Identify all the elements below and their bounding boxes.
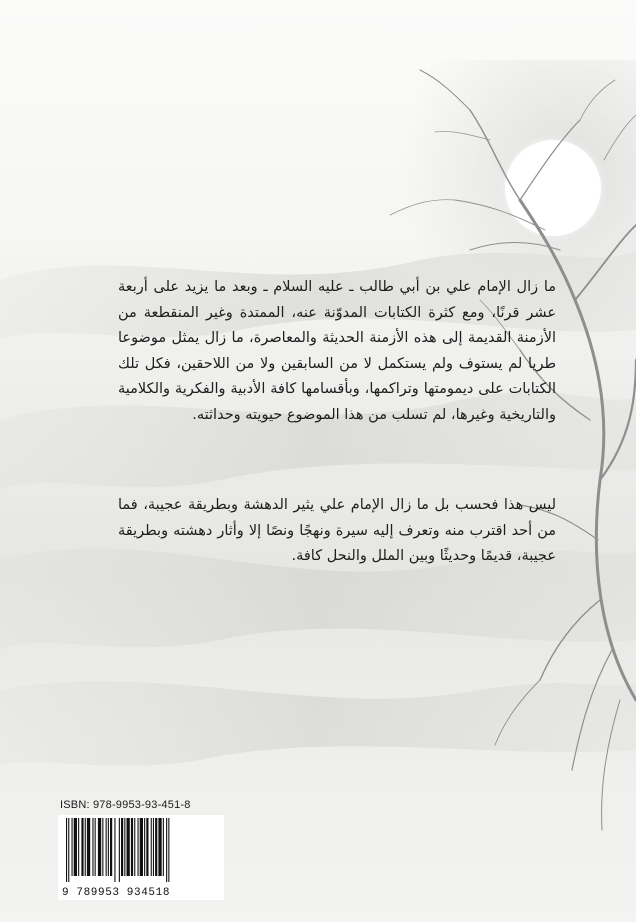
barcode-bar — [168, 818, 169, 882]
synopsis-paragraph-1 — [118, 275, 556, 429]
barcode-bar — [144, 818, 145, 876]
barcode-bar — [153, 818, 154, 876]
barcode-bar — [119, 818, 120, 882]
barcode-bar — [68, 818, 69, 882]
synopsis-text: ما زال الإمام علي بن أبي طالب ـ عليه السلام ـ وبعد ما يزيد على أربعة عشر قرنًا، ومع كثرة الكتابات المدوّنة عنه، الممتدة وغير المنقطعة من الأزمنة القديمة إلى هذه الأزمنة الحديثة والمعاصرة، ما زال يمثل موضوعا طريا لم يستوف ولم يستكمل لا من السابقين ولا من اللاحقين، فكل تلك الكتابات على ديمومتها وتراكمها، وبأقسامها كافة الأدبية والفكرية والكلامية والتاريخية وغيرها، لم تسلب من هذا الموضوع حيويته وحداثته. — [118, 279, 556, 423]
barcode-bar — [92, 818, 93, 876]
barcode-bar — [124, 818, 125, 876]
barcode — [58, 815, 224, 900]
barcode-bar — [81, 818, 83, 876]
barcode-bar — [108, 818, 109, 876]
barcode-bar — [114, 818, 115, 882]
barcode-bar — [151, 818, 152, 876]
barcode-bar — [102, 818, 103, 876]
barcode-bars — [64, 818, 218, 882]
barcode-bar — [87, 818, 90, 876]
isbn-label: ISBN: 978-9953-93-451-8 — [60, 799, 191, 811]
barcode-bar — [110, 818, 112, 876]
snow-band — [0, 681, 636, 765]
barcode-bar — [74, 818, 77, 876]
synopsis-text: ليس هذا فحسب بل ما زال الإمام علي يثير الدهشة وبطريقة عجيبة، فما من أحد اقترب منه وتعرف إليه سيرة ونهجًا ونصًا إلا وأثار دهشته وبطريقة عجيبة، قديمًا وحديثًا وبين الملل والنحل كافة. — [118, 497, 556, 565]
barcode-bar — [158, 818, 161, 876]
barcode-bar — [146, 818, 148, 876]
barcode-bar — [95, 818, 96, 876]
barcode-bar — [155, 818, 157, 876]
barcode-bar — [138, 818, 139, 876]
moon-disc — [505, 140, 601, 236]
barcode-bar — [140, 818, 143, 876]
barcode-bar — [134, 818, 135, 876]
barcode-bar — [127, 818, 130, 876]
barcode-digits: 9 789953 934518 — [62, 887, 171, 899]
barcode-bar — [163, 818, 164, 876]
barcode-bar — [78, 818, 79, 876]
barcode-bar — [121, 818, 123, 876]
barcode-bar — [66, 818, 67, 882]
barcode-bar — [131, 818, 133, 876]
barcode-bar — [72, 818, 73, 876]
barcode-bar — [166, 818, 167, 882]
synopsis-paragraph-2 — [118, 493, 556, 570]
barcode-bar — [98, 818, 101, 876]
barcode-bar — [85, 818, 86, 876]
barcode-bar — [106, 818, 107, 876]
